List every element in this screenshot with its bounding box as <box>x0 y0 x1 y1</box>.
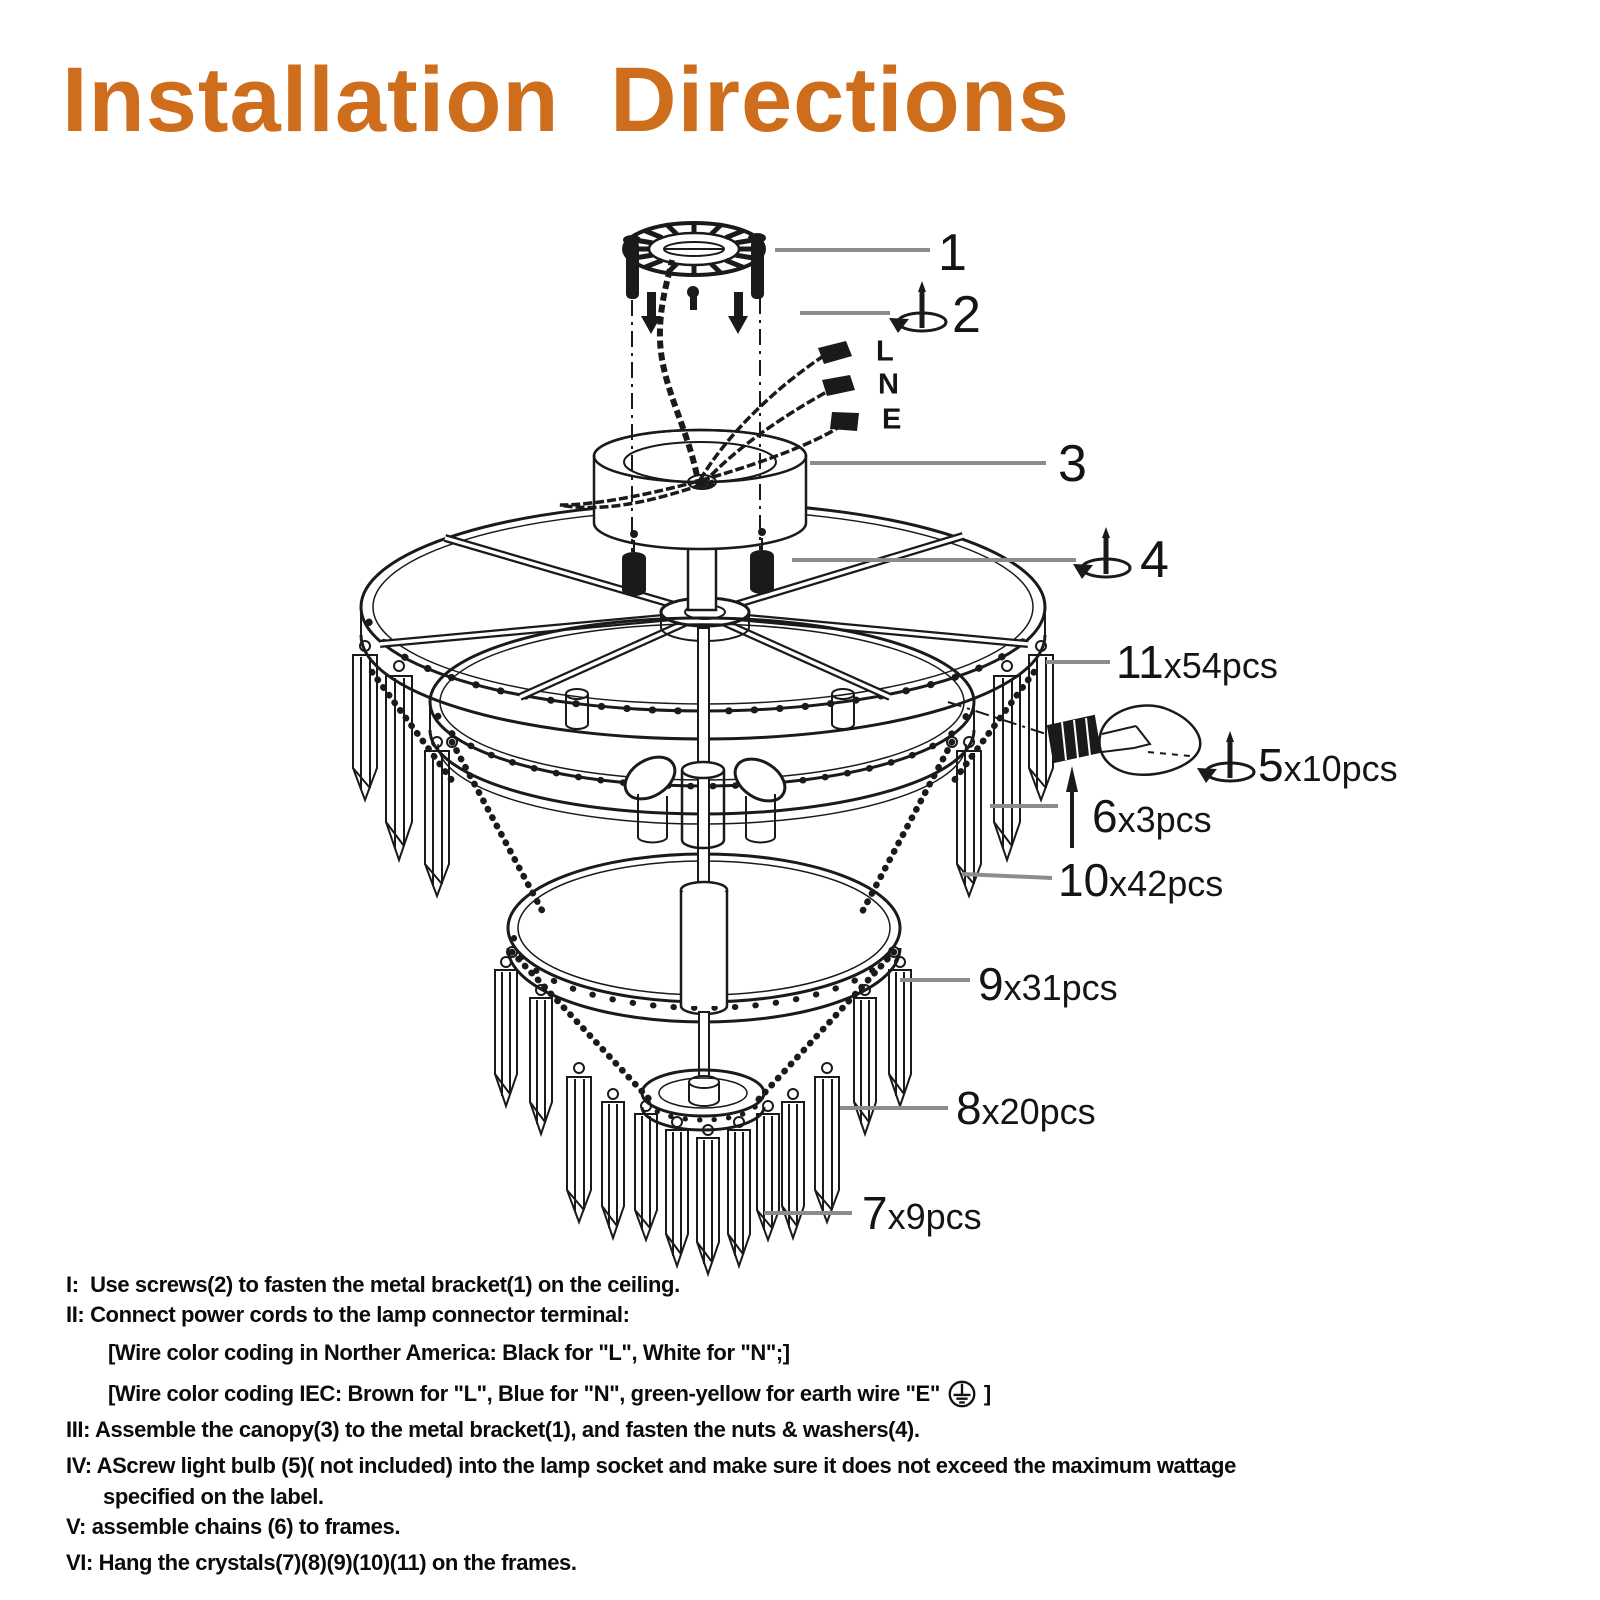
wire-connectors <box>818 341 859 431</box>
wire-label-neutral: N <box>878 368 899 401</box>
instruction-step-6: VI: Hang the crystals(7)(8)(9)(10)(11) on the frames. <box>66 1550 577 1575</box>
mounting-screw-arrows <box>641 286 748 334</box>
instruction-wirecode-iec-close: ] <box>983 1381 991 1406</box>
instruction-step-3: III: Assemble the canopy(3) to the metal bracket(1), and fasten the nuts & washers(4). <box>66 1417 920 1442</box>
callout-9-label: 9x31pcs <box>978 958 1118 1010</box>
instruction-step-4: IV: AScrew light bulb (5)( not included) into the lamp socket and make sure it does not exceed the maximum wattage <box>66 1453 1236 1478</box>
instruction-step-2: II: Connect power cords to the lamp connector terminal: <box>66 1302 630 1327</box>
rotate-nut-icon <box>1073 527 1130 579</box>
callout-1-label: 1 <box>938 224 967 282</box>
chain-pin-icon <box>1066 766 1078 848</box>
callout-2-label: 2 <box>952 286 981 344</box>
instruction-wirecode-iec-text: [Wire color coding IEC: Brown for "L", Blue for "N", green-yellow for earth wire "E" <box>108 1381 940 1406</box>
callout-4-label: 4 <box>1140 531 1169 589</box>
earth-ground-icon <box>946 1378 978 1410</box>
instruction-step-5: V: assemble chains (6) to frames. <box>66 1514 401 1539</box>
callout-6-label: 6x3pcs <box>1092 790 1212 842</box>
callout-10-label: 10x42pcs <box>1058 854 1224 906</box>
callout-11-label: 11x54pcs <box>1116 636 1278 688</box>
page-title: Installation Directions <box>62 49 1071 151</box>
instruction-step-4-cont: specified on the label. <box>103 1484 324 1509</box>
callout-8-label: 8x20pcs <box>956 1082 1096 1134</box>
center-rod <box>681 628 727 1106</box>
instruction-step-1: I: Use screws(2) to fasten the metal bracket(1) on the ceiling. <box>66 1272 680 1297</box>
rotate-bulb-icon <box>1197 731 1254 783</box>
light-bulb <box>948 702 1200 775</box>
wire-label-earth: E <box>882 403 902 436</box>
instruction-wirecode-na: [Wire color coding in Norther America: Black for "L", White for "N";] <box>108 1340 790 1365</box>
instruction-wirecode-iec <box>108 1378 991 1410</box>
callout-7-label: 7x9pcs <box>862 1187 982 1239</box>
wire-label-live: L <box>876 335 894 368</box>
callout-5-label: 5x10pcs <box>1258 739 1398 791</box>
rotate-screw-icon <box>889 281 946 333</box>
callout-3-label: 3 <box>1058 435 1087 493</box>
